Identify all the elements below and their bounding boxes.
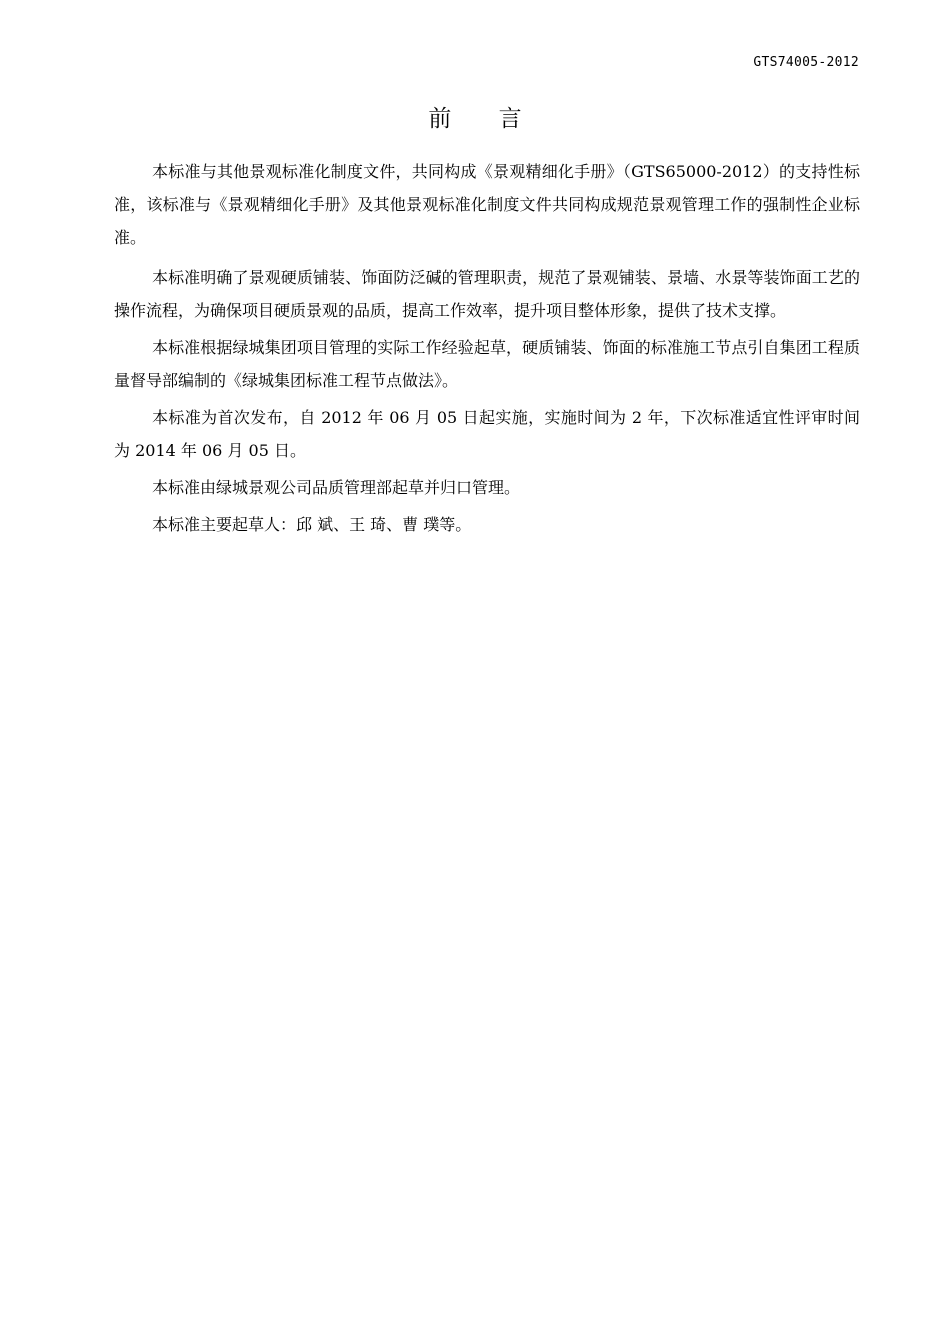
paragraph-ownership: 本标准由绿城景观公司品质管理部起草并归口管理。	[152, 478, 521, 497]
paragraph-scope: 本标准与其他景观标准化制度文件，共同构成《景观精细化手册》（GTS65000-2012）的支持性标准，该标准与《景观精细化手册》及其他景观标准化制度文件共同构成规范景观管理工作的强制性企业标准。	[114, 162, 860, 247]
paragraph-authors: 本标准主要起草人：邱 斌、王 琦、曹 璞等。	[152, 515, 472, 534]
preface-body	[114, 155, 860, 541]
paragraph-effective-date: 本标准为首次发布，自 2012 年 06 月 05 日起实施，实施时间为 2 年，下次标准适宜性评审时间为 2014 年 06 月 05 日。	[114, 408, 860, 460]
paragraph-purpose: 本标准明确了景观硬质铺装、饰面防泛碱的管理职责，规范了景观铺装、景墙、水景等装饰面工艺的操作流程，为确保项目硬质景观的品质，提高工作效率，提升项目整体形象，提供了技术支撑。	[114, 268, 860, 320]
paragraph-source: 本标准根据绿城集团项目管理的实际工作经验起草，硬质铺装、饰面的标准施工节点引自集团工程质量督导部编制的《绿城集团标准工程节点做法》。	[114, 338, 860, 390]
page-title: 前 言	[428, 106, 542, 132]
document-code: GTS74005-2012	[753, 55, 859, 70]
